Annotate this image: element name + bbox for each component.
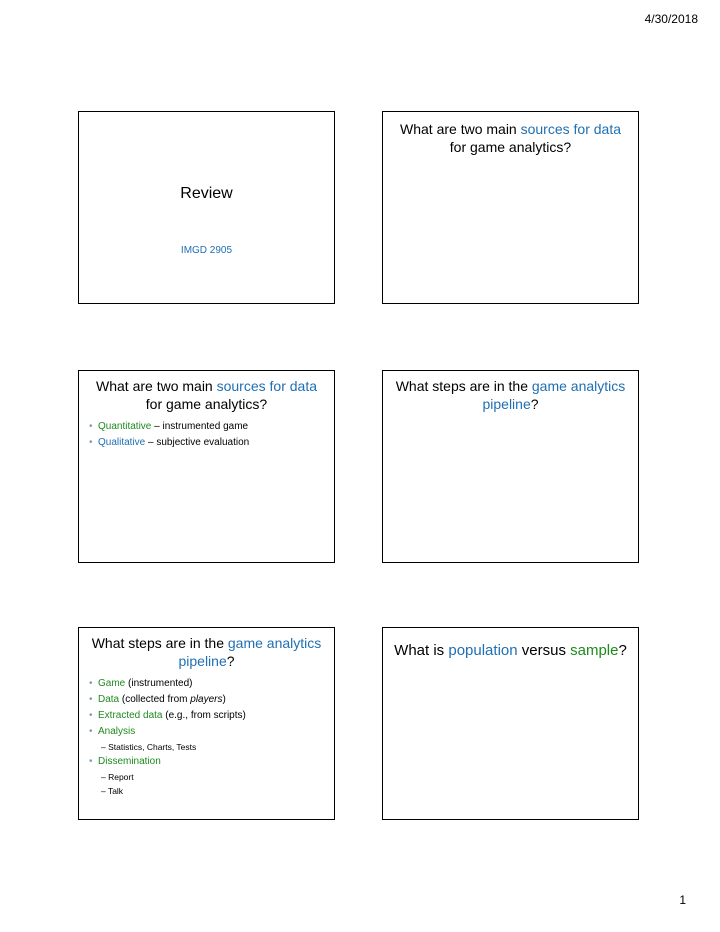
sub-item: – Talk [87,784,334,798]
title-text: versus [517,642,571,659]
slide-title [79,634,334,670]
list-item: • Dissemination [87,754,334,770]
sub-item: – Statistics, Charts, Tests [87,740,334,754]
list-item: • Extracted data (e.g., from scripts) [87,708,334,724]
list-item: • Game (instrumented) [87,676,334,692]
title-text: What is [394,642,449,659]
title-highlight: pipeline [482,396,531,412]
title-text: What steps are in the [91,635,228,651]
title-highlight: game analytics [227,635,322,651]
title-text: What are two main [400,121,521,137]
title-text: ? [618,642,627,659]
title-text: ? [530,396,539,412]
title-highlight: sources for data [520,121,621,137]
title-highlight: sources for data [216,378,317,394]
bullet-list [87,419,334,451]
title-text: ? [226,653,235,669]
slide-title [383,377,638,413]
sub-item: – Report [87,770,334,784]
slide-data-sources-answer [78,370,335,563]
title-text: for game analytics? [145,396,268,412]
title-highlight: game analytics [531,378,626,394]
list-item: • Data (collected from players) [87,692,334,708]
slide-title [383,642,638,660]
title-text: for game analytics? [449,139,572,155]
slide-review [78,111,335,304]
slide-title [383,120,638,156]
slide-title [79,377,334,413]
list-item: • Qualitative – subjective evaluation [87,435,334,451]
slide-pipeline-question [382,370,639,563]
slide-population-sample [382,627,639,820]
title-highlight: sample [570,642,619,659]
title-text: What steps are in the [395,378,532,394]
page-number: 1 [679,893,686,907]
title-text: What are two main [96,378,217,394]
slide-pipeline-answer [78,627,335,820]
list-item: • Analysis [87,724,334,740]
title-highlight: population [448,642,518,659]
slide-title: Review [180,185,233,202]
title-highlight: pipeline [178,653,227,669]
slide-subtitle: IMGD 2905 [180,245,233,256]
bullet-list [87,676,334,798]
slide-data-sources-question [382,111,639,304]
page-date: 4/30/2018 [644,12,698,26]
list-item: • Quantitative – instrumented game [87,419,334,435]
